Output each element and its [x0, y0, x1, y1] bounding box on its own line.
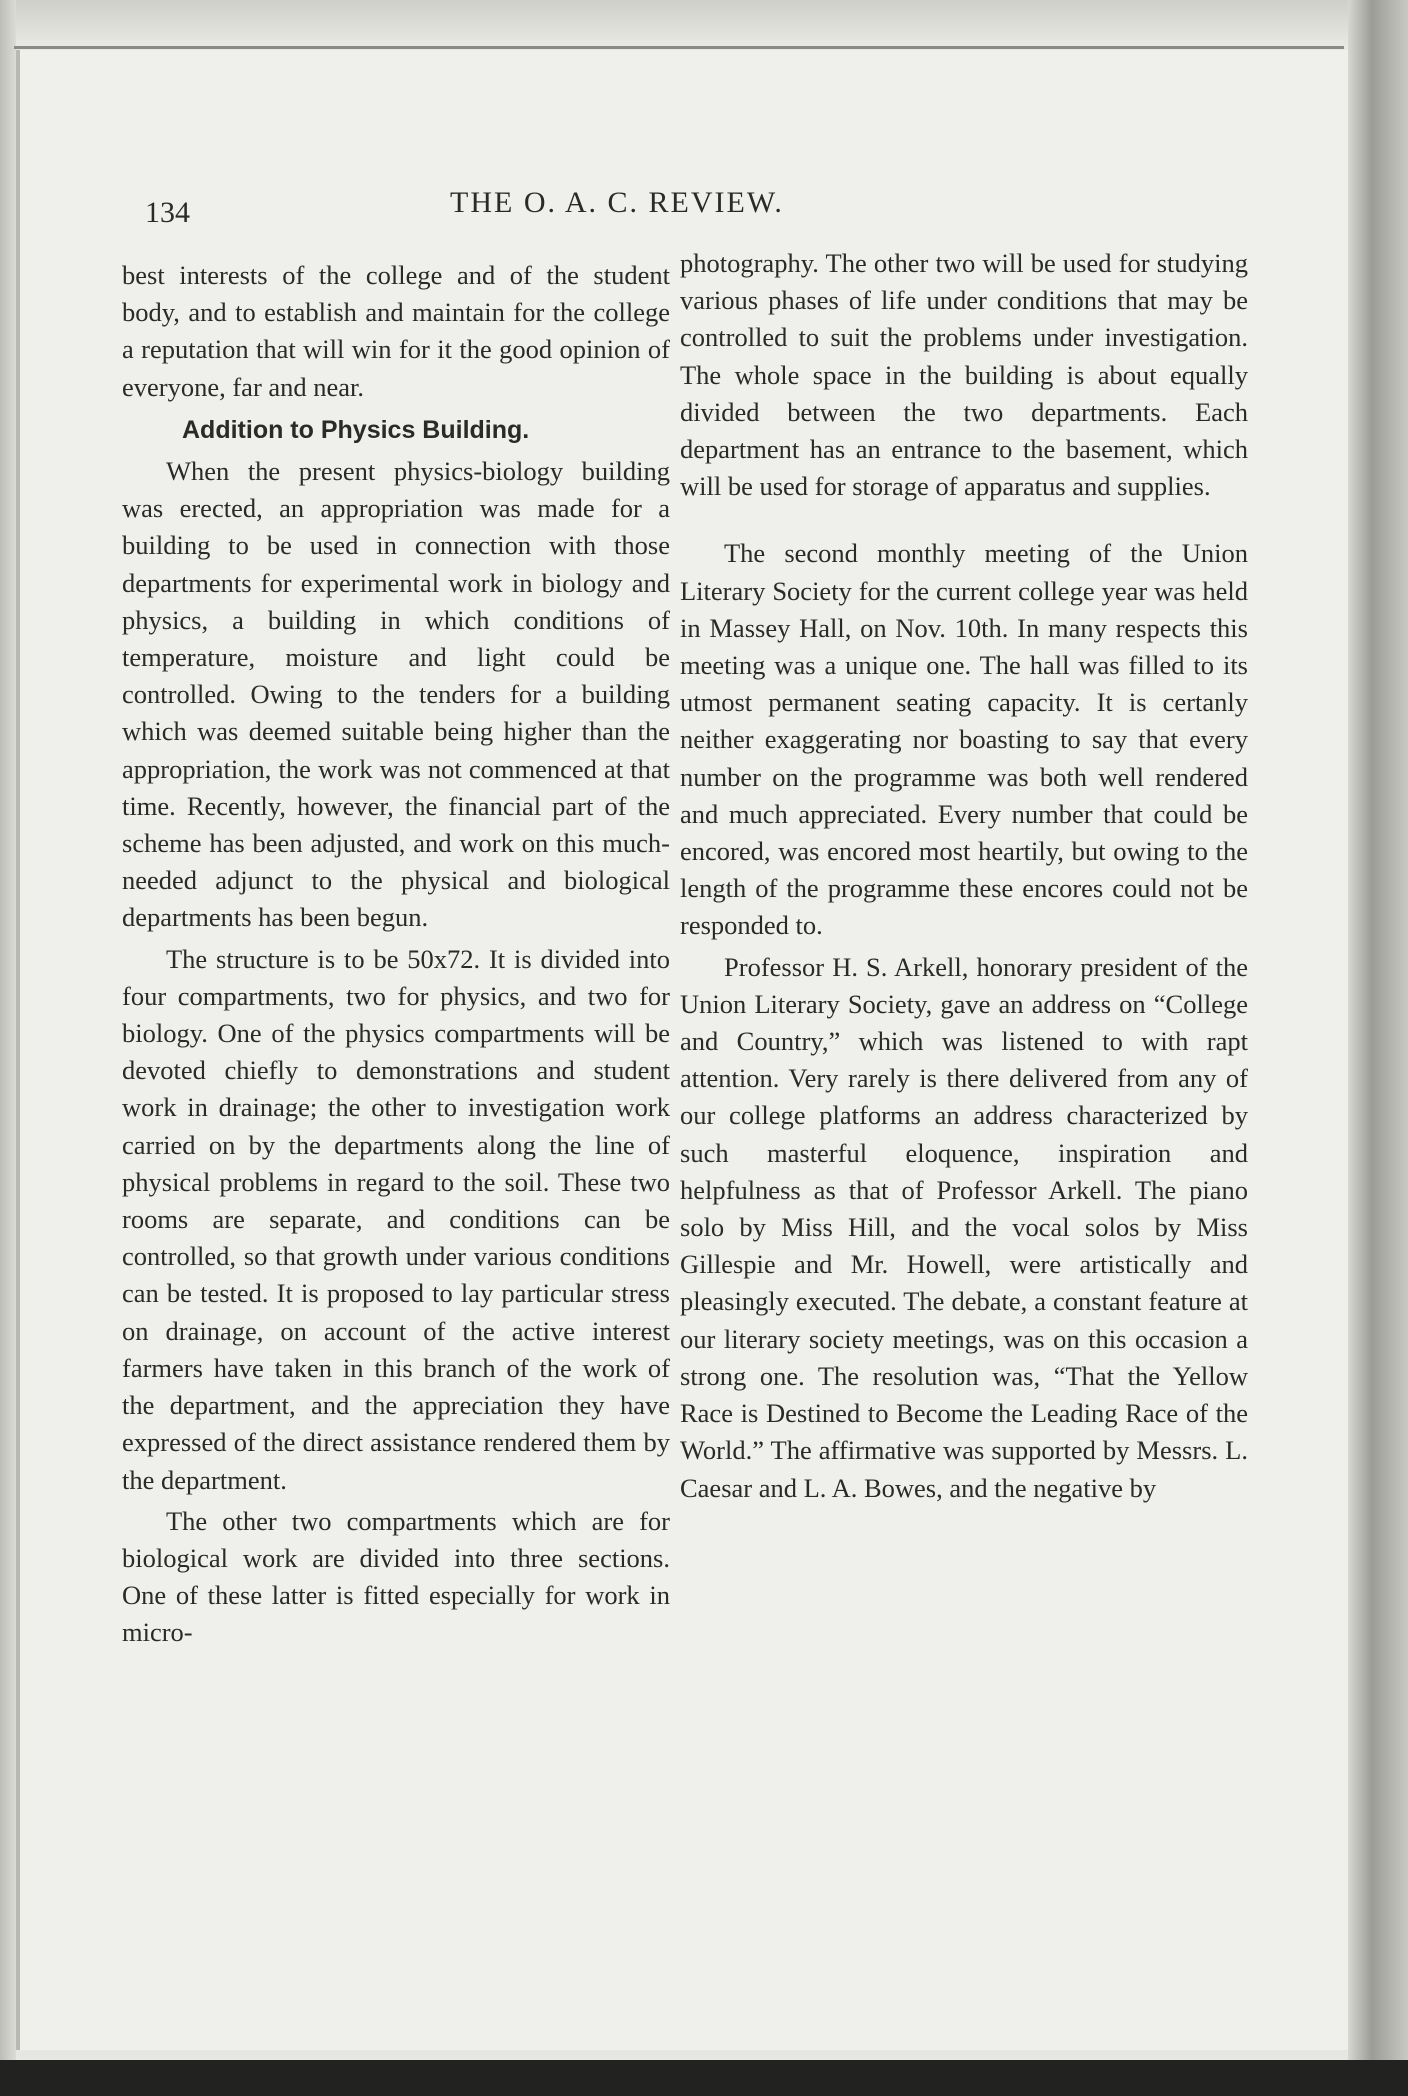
book-spine-edge — [1348, 0, 1408, 2096]
paragraph: When the present physics-biology building was erected, an appropriation was made for a building to be used in connection with those departments for experimental work in biology and physics, a building in which conditions of temperature, moisture and light could be controlled. Owing to the tenders for a building which was deemed suitable being higher than the appropriation, the work was not commenced at that time. Recently, however, the financial part of the scheme has been adjusted, and work on this much-needed adjunct to the physical and biological departments has been begun. — [122, 456, 670, 933]
scan-top-margin — [0, 0, 1408, 48]
scan-left-edge — [0, 0, 16, 2096]
right-column — [680, 245, 1248, 1507]
paragraph: The structure is to be 50x72. It is divided into four compartments, two for physics, and two for biology. One of the physics compartments will be devoted chiefly to demonstrations and student work in drainage; the other to investigation work carried on by the departments along the line of physical problems in regard to the soil. These two rooms are separate, and conditions can be controlled, so that growth under various conditions can be tested. It is proposed to lay particular stress on drainage, on account of the active interest farmers have taken in this branch of the work of the department, and the appreciation they have expressed of the direct assistance rendered them by the department. — [122, 943, 670, 1495]
page-number: 134 — [145, 196, 190, 229]
section-heading: Addition to Physics Building. — [182, 415, 530, 444]
paragraph: The other two compartments which are for biological work are divided into three sections. One of these latter is fitted especially for work in micro- — [122, 1505, 670, 1648]
left-column — [122, 257, 670, 1652]
paragraph: The second monthly meeting of the Union Literary Society for the current college year was held in Massey Hall, on Nov. 10th. In many respects this meeting was a unique one. The hall was filled to its utmost permanent seating capacity. It is certanly neither exaggerating nor boasting to say that every number on the programme was both well rendered and much appreciated. Every number that could be encored, was encored most heartily, but owing to the length of the programme these encores could not be responded to. — [680, 538, 1248, 941]
paragraph: photography. The other two will be used for studying various phases of life under conditions that may be controlled to suit the problems under investigation. The whole space in the building is about equally divided between the two departments. Each department has an entrance to the basement, which will be used for storage of apparatus and supplies. — [680, 248, 1248, 502]
paragraph: best interests of the college and of the student body, and to establish and maintain for the college a reputation that will win for it the good opinion of everyone, far and near. — [122, 260, 670, 402]
scan-bottom-edge — [0, 2060, 1408, 2096]
running-title: THE O. A. C. REVIEW. — [450, 186, 784, 219]
top-rule — [14, 46, 1344, 49]
paragraph: Professor H. S. Arkell, honorary president of the Union Literary Society, gave an address on “College and Country,” which was listened to with rapt attention. Very rarely is there delivered from any of our college platforms an address characterized by such masterful eloquence, inspiration and helpfulness as that of Professor Arkell. The piano solo by Miss Hill, and the vocal solos by Miss Gillespie and Mr. Howell, were artistically and pleasingly executed. The debate, a constant feature at our literary society meetings, was on this occasion a strong one. The resolution was, “That the Yellow Race is Destined to Become the Leading Race of the World.” The affirmative was supported by Messrs. L. Caesar and L. A. Bowes, and the negative by — [680, 951, 1248, 1503]
